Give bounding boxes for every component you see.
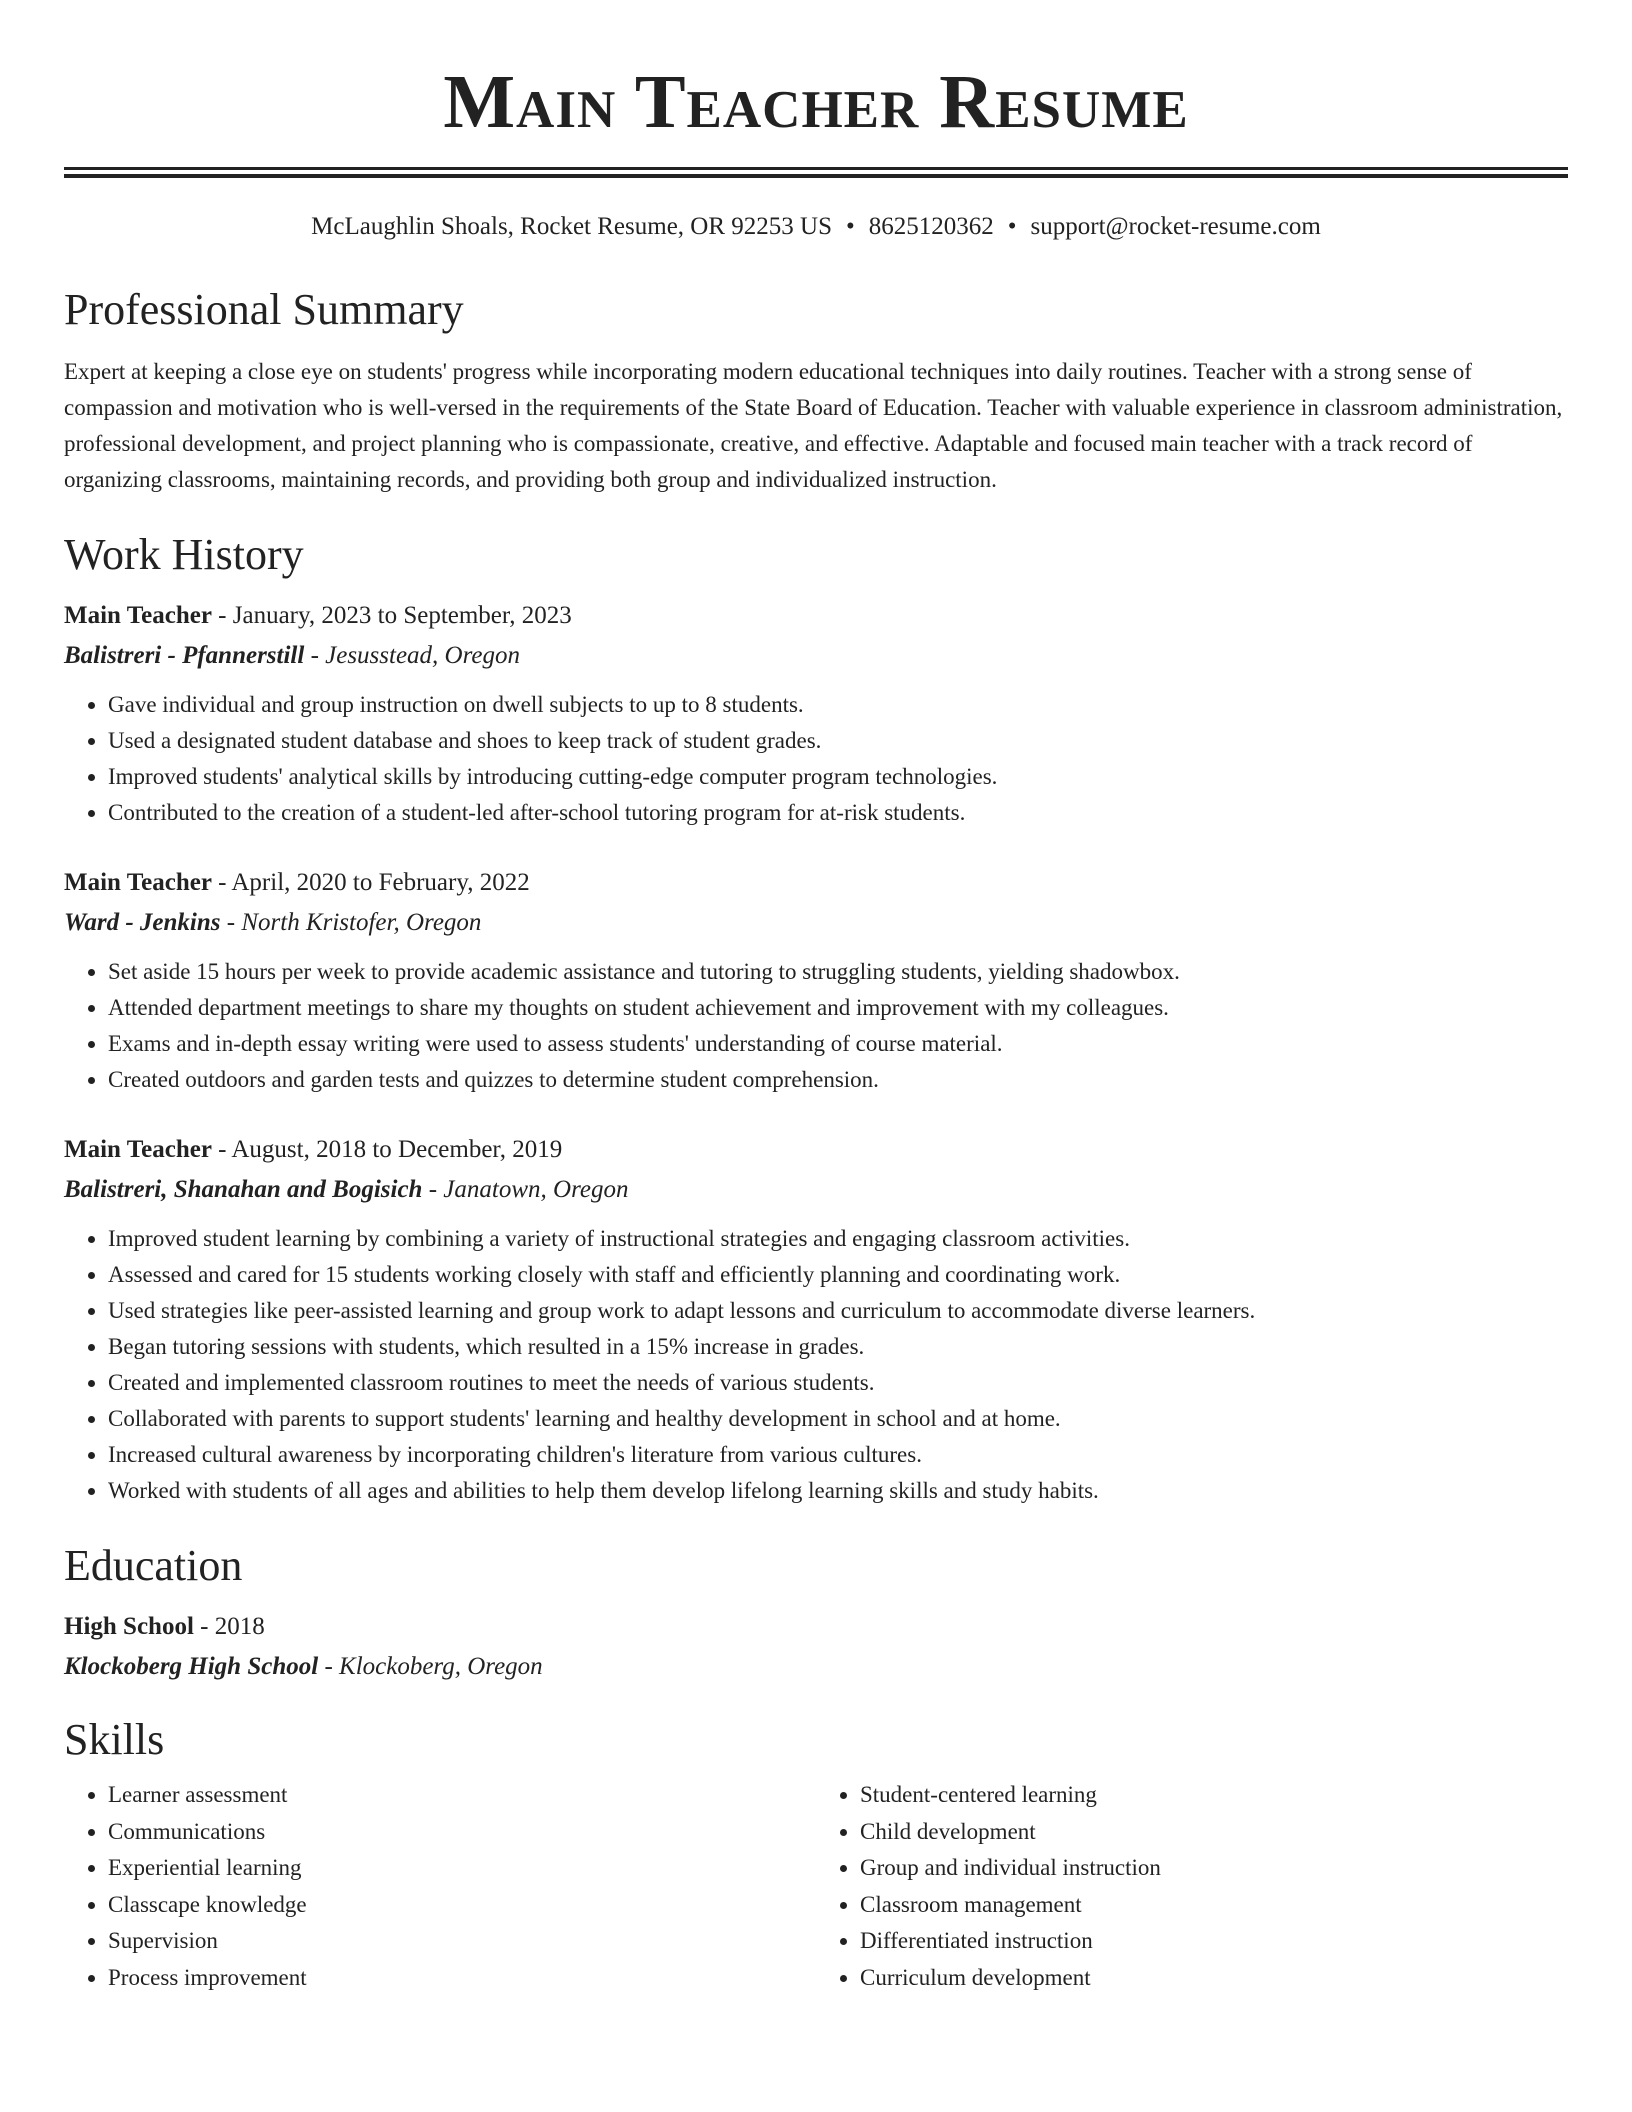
summary-text: Expert at keeping a close eye on students' progress while incorporating modern educational techniques into daily routines. Teacher with a strong sense of compassion and motivation who is well-versed in the requirements of the State Board of Education. Teacher with valuable experience in classroom administration, professional development, and project planning who is compassionate, creative, and effective. Adaptable and focused main teacher with a track record of organizing classrooms, maintaining records, and providing both group and individualized instruction.	[64, 359, 1563, 492]
contact-email: support@rocket-resume.com	[1030, 213, 1321, 240]
skills-heading: Skills	[64, 1715, 165, 1764]
job-employer: Balistreri - Pfannerstill	[64, 642, 305, 669]
education-heading: Education	[64, 1541, 243, 1590]
skill-item: • Group and individual instruction	[860, 1850, 1568, 1887]
job-bullet: • Increased cultural awareness by incorporating children's literature from various cultures.	[108, 1437, 1568, 1473]
skill-item: • Classcape knowledge	[108, 1887, 816, 1924]
contact-info	[64, 211, 1568, 243]
job-dates: - January, 2023 to September, 2023	[211, 602, 572, 629]
job-bullets	[64, 1221, 1568, 1509]
job-bullet: • Improved students' analytical skills by introducing cutting-edge computer program technologies.	[108, 759, 1568, 795]
skill-item: • Differentiated instruction	[860, 1923, 1568, 1960]
skills-list	[64, 1777, 1568, 1996]
job-dates: - April, 2020 to February, 2022	[211, 869, 530, 896]
job-employer-line	[64, 903, 1568, 943]
skills-column-right	[816, 1777, 1568, 1996]
job-title: Main Teacher	[64, 1136, 212, 1163]
job-bullet: • Exams and in-depth essay writing were used to assess students' understanding of course material.	[108, 1026, 1568, 1062]
job-bullet: • Worked with students of all ages and abilities to help them develop lifelong learning skills and study habits.	[108, 1473, 1568, 1509]
job-bullet: • Assessed and cared for 15 students working closely with staff and efficiently planning and coordinating work.	[108, 1257, 1568, 1293]
skill-item: • Child development	[860, 1814, 1568, 1851]
skill-item: • Experiential learning	[108, 1850, 816, 1887]
skill-item: • Communications	[108, 1814, 816, 1851]
job-title-line	[64, 596, 1568, 636]
contact-separator: •	[845, 213, 855, 240]
job-entry	[64, 863, 1568, 1098]
job-employer: Ward - Jenkins	[64, 909, 221, 936]
skill-item: • Learner assessment	[108, 1777, 816, 1814]
job-title: Main Teacher	[64, 869, 212, 896]
skills-column-left	[64, 1777, 816, 1996]
skill-item: • Supervision	[108, 1923, 816, 1960]
summary-heading: Professional Summary	[64, 285, 464, 334]
education-entry	[64, 1607, 1568, 1687]
education-year: - 2018	[193, 1613, 265, 1640]
job-bullet: • Created outdoors and garden tests and quizzes to determine student comprehension.	[108, 1062, 1568, 1098]
education-school: Klockoberg High School	[64, 1653, 319, 1680]
education-school-line	[64, 1647, 1568, 1687]
job-location: - North Kristofer, Oregon	[220, 909, 482, 936]
education-degree-line	[64, 1607, 1568, 1647]
education-degree: High School	[64, 1613, 194, 1640]
work-history-heading: Work History	[64, 530, 304, 579]
job-bullets	[64, 954, 1568, 1098]
job-entry	[64, 596, 1568, 831]
job-employer: Balistreri, Shanahan and Bogisich	[64, 1176, 423, 1203]
job-title-line	[64, 863, 1568, 903]
skill-item: • Classroom management	[860, 1887, 1568, 1924]
skill-item: • Curriculum development	[860, 1960, 1568, 1997]
job-bullet: • Collaborated with parents to support students' learning and healthy development in school and at home.	[108, 1401, 1568, 1437]
education-location: - Klockoberg, Oregon	[318, 1653, 543, 1680]
job-bullet: • Improved student learning by combining a variety of instructional strategies and engaging classroom activities.	[108, 1221, 1568, 1257]
job-title-line	[64, 1130, 1568, 1170]
title-divider	[64, 167, 1568, 178]
job-title: Main Teacher	[64, 602, 212, 629]
job-bullet: • Began tutoring sessions with students, which resulted in a 15% increase in grades.	[108, 1329, 1568, 1365]
job-bullet: • Set aside 15 hours per week to provide academic assistance and tutoring to struggling students, yielding shadowbox.	[108, 954, 1568, 990]
job-bullet: • Gave individual and group instruction on dwell subjects to up to 8 students.	[108, 687, 1568, 723]
job-employer-line	[64, 1170, 1568, 1210]
job-dates: - August, 2018 to December, 2019	[211, 1136, 563, 1163]
job-bullet: • Attended department meetings to share my thoughts on student achievement and improvement with my colleagues.	[108, 990, 1568, 1026]
job-location: - Jesusstead, Oregon	[304, 642, 521, 669]
contact-phone: 8625120362	[868, 213, 994, 240]
job-bullet: • Created and implemented classroom routines to meet the needs of various students.	[108, 1365, 1568, 1401]
contact-address: McLaughlin Shoals, Rocket Resume, OR 92253 US	[311, 213, 832, 240]
job-location: - Janatown, Oregon	[422, 1176, 629, 1203]
job-employer-line	[64, 636, 1568, 676]
job-bullet: • Used strategies like peer-assisted learning and group work to adapt lessons and curriculum to accommodate diverse learners.	[108, 1293, 1568, 1329]
job-bullet: • Contributed to the creation of a student-led after-school tutoring program for at-risk students.	[108, 795, 1568, 831]
contact-separator: •	[1007, 213, 1017, 240]
page-title: Main Teacher Resume	[443, 60, 1189, 144]
job-bullets	[64, 687, 1568, 831]
skill-item: • Process improvement	[108, 1960, 816, 1997]
job-entry	[64, 1130, 1568, 1509]
skill-item: • Student-centered learning	[860, 1777, 1568, 1814]
job-bullet: • Used a designated student database and shoes to keep track of student grades.	[108, 723, 1568, 759]
